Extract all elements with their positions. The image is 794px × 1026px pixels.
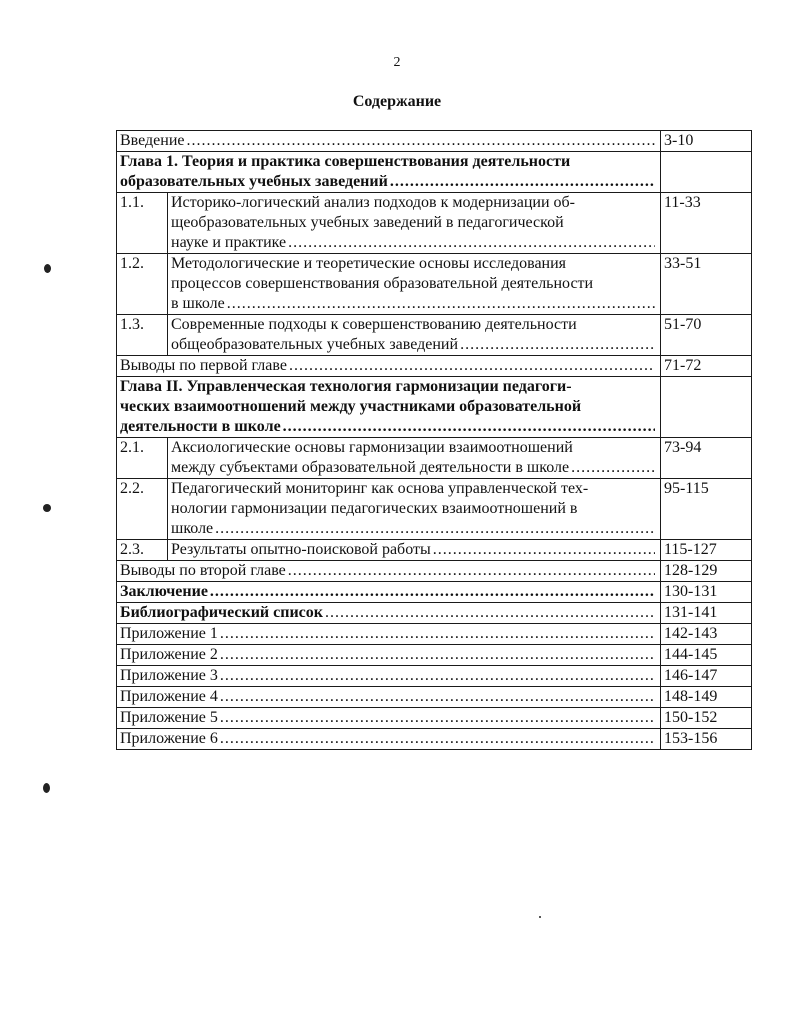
toc-entry-title: Заключение bbox=[120, 583, 208, 600]
toc-row-conclusions-2 bbox=[117, 561, 752, 582]
toc-row-conclusions-1 bbox=[117, 356, 752, 377]
toc-entry-pages: 11-33 bbox=[661, 193, 752, 254]
toc-entry-title: Введение bbox=[120, 132, 185, 149]
scan-mark bbox=[44, 264, 51, 273]
page-title: Содержание bbox=[352, 93, 442, 110]
toc-row-chapter-1 bbox=[117, 152, 752, 193]
toc-entry-pages: 95-115 bbox=[661, 479, 752, 540]
toc-row-section-1-1 bbox=[117, 193, 752, 254]
section-title-line: процессов совершенствования образовательной деятельности bbox=[171, 275, 594, 292]
section-title-line: науке и практике bbox=[171, 234, 287, 251]
toc-entry-title: Приложение 3 bbox=[120, 667, 218, 684]
chapter-heading-line: образовательных учебных заведений bbox=[120, 173, 388, 190]
toc-row-intro bbox=[117, 131, 752, 152]
toc-entry-title: Библиографический список bbox=[120, 604, 323, 621]
toc-entry-pages: 146-147 bbox=[661, 666, 752, 687]
toc-entry-title: Приложение 2 bbox=[120, 646, 218, 663]
toc-entry-pages: 3-10 bbox=[661, 131, 752, 152]
page-number: 2 bbox=[393, 55, 401, 70]
chapter-heading-line: Глава 1. Теория и практика совершенствования деятельности bbox=[120, 153, 571, 170]
toc-entry-pages: 153-156 bbox=[661, 729, 752, 750]
section-number: 2.3. bbox=[117, 540, 168, 561]
scan-mark bbox=[43, 504, 51, 512]
section-title-line: школе bbox=[171, 520, 214, 537]
toc-row-appendix-1 bbox=[117, 624, 752, 645]
section-number: 1.3. bbox=[117, 315, 168, 356]
toc-entry-pages: 142-143 bbox=[661, 624, 752, 645]
toc-entry-title: Приложение 4 bbox=[120, 688, 218, 705]
section-title-line: Аксиологические основы гармонизации взаимоотношений bbox=[171, 439, 573, 456]
section-number: 2.2. bbox=[117, 479, 168, 540]
toc-row-section-1-3 bbox=[117, 315, 752, 356]
section-number: 2.1. bbox=[117, 438, 168, 479]
section-title-line: Педагогический мониторинг как основа управленческой тех- bbox=[171, 480, 589, 497]
toc-row-appendix-4 bbox=[117, 687, 752, 708]
section-title-line: между субъектами образовательной деятельности в школе bbox=[171, 459, 570, 476]
toc-entry-title: Выводы по первой главе bbox=[120, 357, 287, 374]
toc-entry-title: Приложение 5 bbox=[120, 709, 218, 726]
chapter-heading-line: деятельности в школе bbox=[120, 418, 281, 435]
toc-entry-pages: 144-145 bbox=[661, 645, 752, 666]
toc-row-section-2-1 bbox=[117, 438, 752, 479]
toc-row-section-2-2 bbox=[117, 479, 752, 540]
toc-entry-pages: 150-152 bbox=[661, 708, 752, 729]
toc-table bbox=[116, 130, 752, 750]
toc-row-conclusion bbox=[117, 582, 752, 603]
section-title-line: нологии гармонизации педагогических взаимоотношений в bbox=[171, 500, 578, 517]
toc-row-bibliography bbox=[117, 603, 752, 624]
section-title-line: Методологические и теоретические основы исследования bbox=[171, 255, 567, 272]
toc-row-section-1-2 bbox=[117, 254, 752, 315]
section-title-line: Историко-логический анализ подходов к модернизации об- bbox=[171, 194, 575, 211]
section-number: 1.1. bbox=[117, 193, 168, 254]
toc-row-section-2-3 bbox=[117, 540, 752, 561]
toc-row-appendix-5 bbox=[117, 708, 752, 729]
toc-entry-title: Выводы по второй главе bbox=[120, 562, 286, 579]
toc-entry-pages: 33-51 bbox=[661, 254, 752, 315]
toc-entry-pages: 128-129 bbox=[661, 561, 752, 582]
section-number: 1.2. bbox=[117, 254, 168, 315]
chapter-heading-line: ческих взаимоотношений между участниками образовательной bbox=[120, 398, 582, 415]
toc-entry-title: Приложение 6 bbox=[120, 730, 218, 747]
toc-row-chapter-2 bbox=[117, 377, 752, 438]
toc-entry-pages: 148-149 bbox=[661, 687, 752, 708]
section-title-line: в школе bbox=[171, 295, 225, 312]
toc-entry-pages: 51-70 bbox=[661, 315, 752, 356]
scan-mark bbox=[539, 916, 541, 918]
section-title-line: общеобразовательных учебных заведений bbox=[171, 336, 459, 353]
toc-row-appendix-6 bbox=[117, 729, 752, 750]
toc-entry-pages: 130-131 bbox=[661, 582, 752, 603]
toc-entry-pages: 73-94 bbox=[661, 438, 752, 479]
scan-mark bbox=[43, 783, 50, 793]
toc-row-appendix-3 bbox=[117, 666, 752, 687]
toc-row-appendix-2 bbox=[117, 645, 752, 666]
section-title-line: щеобразовательных учебных заведений в педагогической bbox=[171, 214, 564, 231]
toc-entry-pages: 71-72 bbox=[661, 356, 752, 377]
section-title-line: Результаты опытно-поисковой работы bbox=[171, 541, 431, 558]
toc-entry-title: Приложение 1 bbox=[120, 625, 218, 642]
chapter-heading-line: Глава II. Управленческая технология гармонизации педагоги- bbox=[120, 378, 572, 395]
toc-entry-pages: 115-127 bbox=[661, 540, 752, 561]
toc-entry-pages: 131-141 bbox=[661, 603, 752, 624]
section-title-line: Современные подходы к совершенствованию деятельности bbox=[171, 316, 577, 333]
